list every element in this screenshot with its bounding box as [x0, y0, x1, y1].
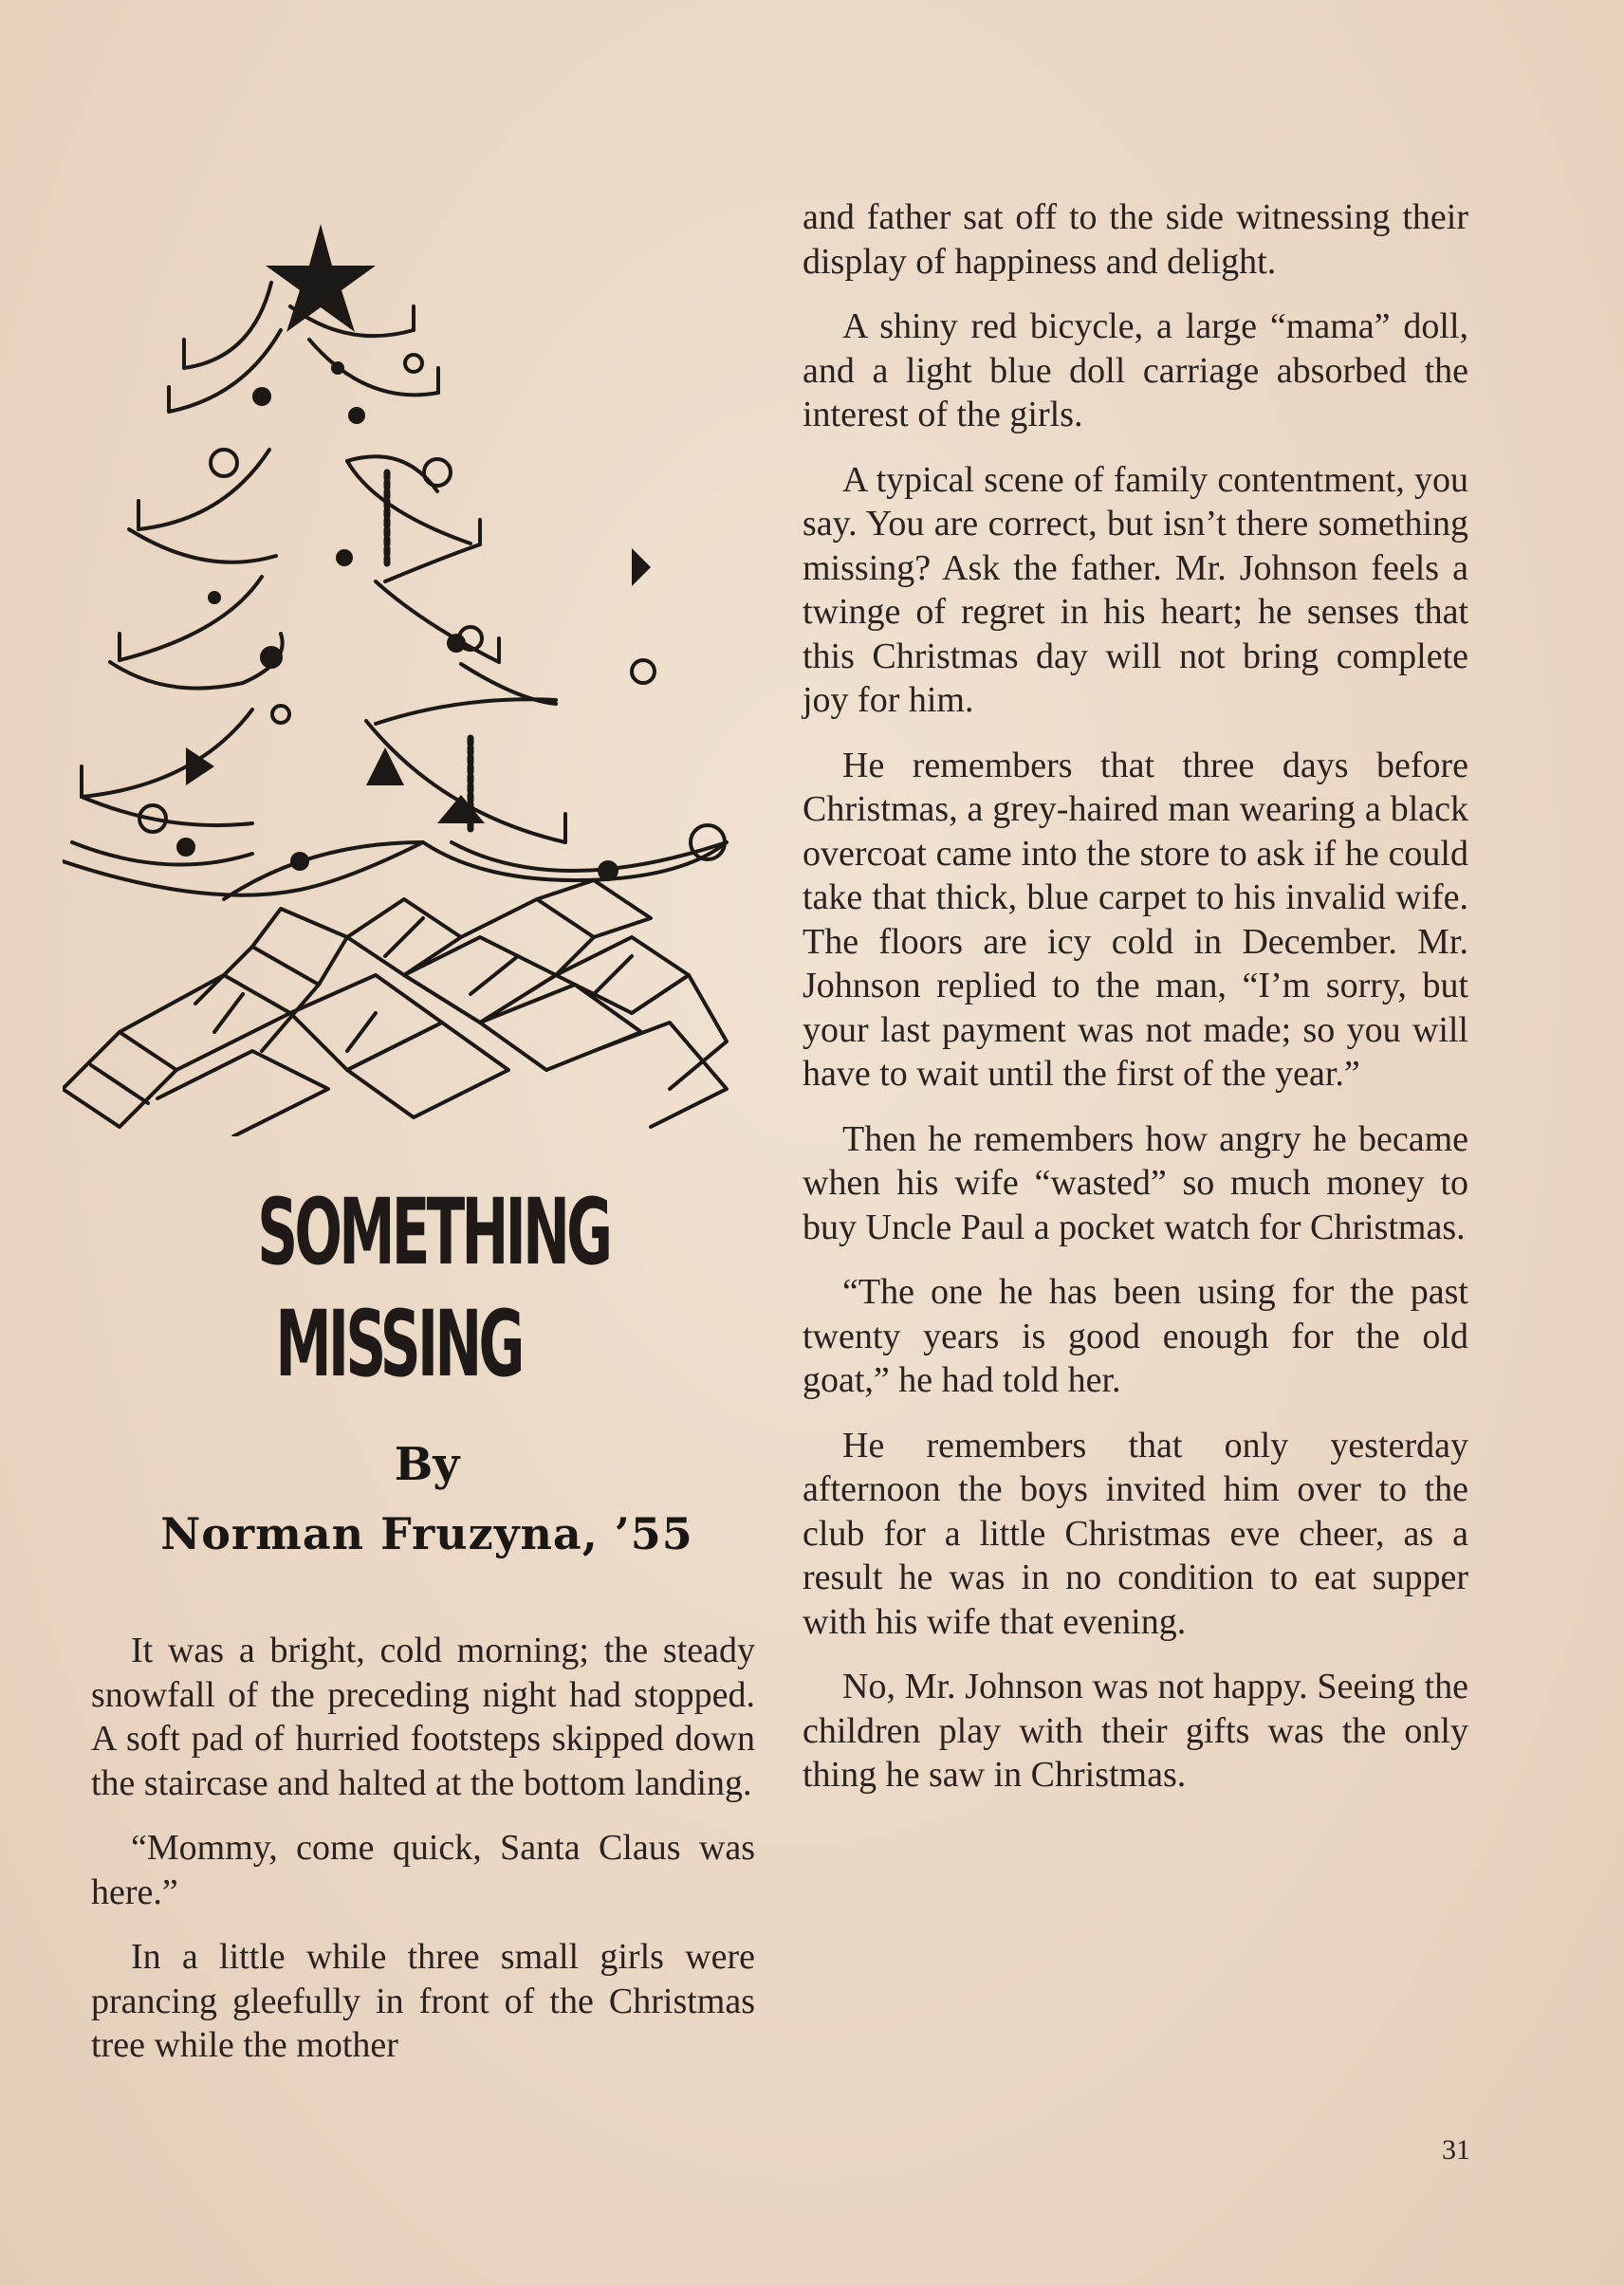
right-column: [803, 195, 1468, 1818]
title-line-2: MISSING: [275, 1291, 522, 1397]
byline-by: By: [394, 1438, 460, 1491]
author-name: Norman Fruzyna, ’55: [160, 1508, 693, 1559]
left-column: [91, 1629, 755, 2089]
paragraph: Then he remembers how angry he became when his wife “wasted” so much money to buy Uncle Paul a pocket watch for Christmas.: [803, 1118, 1468, 1247]
paragraph: A typical scene of family contentment, you say. You are correct, but isn’t there something missing? Ask the father. Mr. Johnson feels a twinge of regret in his heart; he senses that this Christmas day will not bring complete joy for him.: [803, 459, 1468, 720]
page-number: 31: [1442, 2134, 1470, 2166]
christmas-tree-illustration: [63, 216, 774, 1136]
paragraph: In a little while three small girls were prancing gleefully in front of the Christmas tree while the mother: [91, 1937, 755, 2065]
article-title: [257, 1176, 610, 1400]
paragraph: It was a bright, cold morning; the steady snowfall of the preceding night had stopped. A soft pad of hurried footsteps skipped down the staircase and halted at the bottom landing.: [91, 1631, 755, 1803]
paragraph: “The one he has been using for the past twenty years is good enough for the old goat,” he had told her.: [803, 1272, 1468, 1400]
paragraph: No, Mr. Johnson was not happy. Seeing the children play with their gifts was the only thing he saw in Christmas.: [803, 1667, 1468, 1795]
paragraph: and father sat off to the side witnessing their display of happiness and delight.: [803, 197, 1468, 282]
paragraph: He remembers that only yesterday afternoon the boys invited him over to the club for a little Christmas eve cheer, as a result he was in no condition to eat supper with his wife that evening.: [803, 1425, 1468, 1642]
paragraph: “Mommy, come quick, Santa Claus was here.”: [91, 1828, 755, 1912]
title-line-1: SOMETHING: [257, 1179, 610, 1285]
paragraph: He remembers that three days before Christmas, a grey-haired man wearing a black overcoat came into the store to ask if he could take that thick, blue carpet to his invalid wife. The floors are icy cold in December. Mr. Johnson replied to the man, “I’m sorry, but your last payment was not made; so you will have to wait until the first of the year.”: [803, 745, 1468, 1094]
paragraph: A shiny red bicycle, a large “mama” doll, and a light blue doll carriage absorbed the interest of the girls.: [803, 306, 1468, 434]
